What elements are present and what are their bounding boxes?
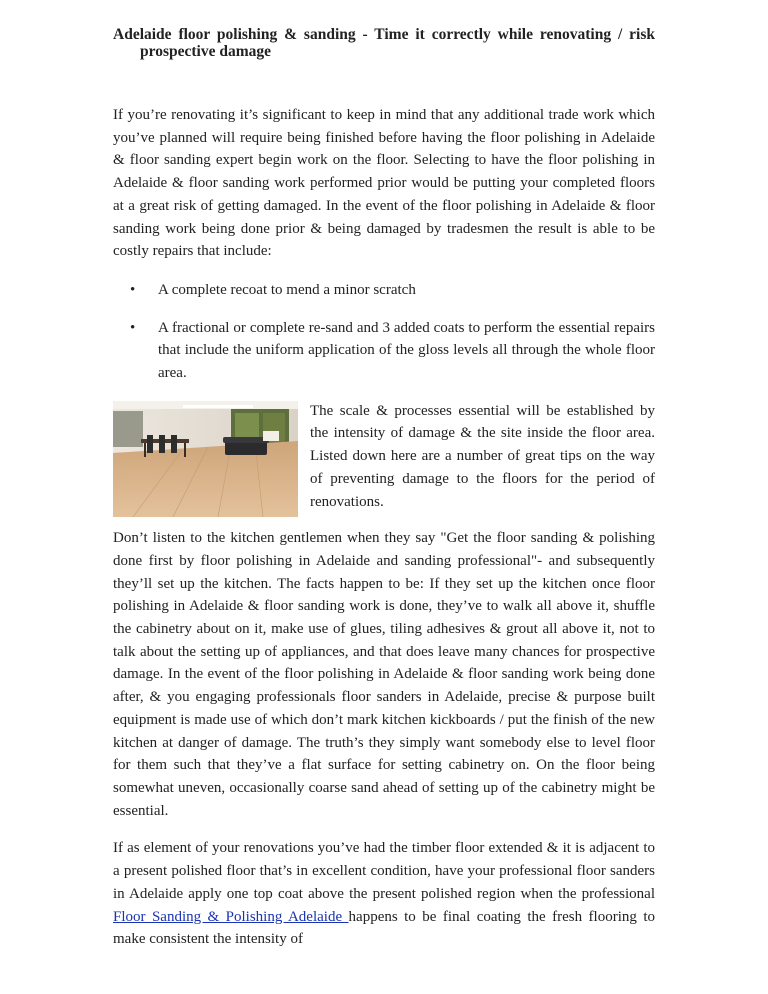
- paragraph-extension-text-start: If as element of your renovations you’ve had the timber floor extended & it is adjacent to a present polished floor that’s in excellent condition, have your professional floor sanders in Adelaide apply one top coat above the present polished region when the professional: [113, 840, 655, 902]
- paragraph-kitchen: Don’t listen to the kitchen gentlemen when they say "Get the floor sanding & polishing done first by floor polishing in Adelaide and sanding professional"- and subsequently they’ll set up the kitchen. The facts happen to be: If they set up the kitchen once floor polishing in Adelaide & floor sanding work is done, they’ve to walk all above it, shuffle the cabinetry about on it, make use of glues, tiling adhesives & grout all above it, not to talk about the setting up of appliances, and that does leave many chances for prospective damage. In the event of the floor polishing in Adelaide & floor sanding work being done after, & you engaging professionals floor sanders in Adelaide, precise & purpose built equipment is made use of which don’t mark kitchen kickboards / put the finish of the new kitchen at danger of damage. The truth’s they simply want somebody else to level floor for them such that they’ve a flat surface for setting cabinetry on. On the floor being somewhat uneven, occasionally coarse sand ahead of setting up of the cabinetry might be essential.: [113, 530, 655, 819]
- floor-sanding-polishing-link[interactable]: Floor Sanding & Polishing Adelaide: [113, 908, 349, 925]
- bullet-icon: •: [130, 319, 136, 336]
- list-item: [113, 279, 655, 302]
- paragraph-intro: If you’re renovating it’s significant to keep in mind that any additional trade work which you’ve planned will require being finished before having the floor polishing in Adelaide & floor sanding expert begin work on the floor. Selecting to have the floor polishing in Adelaide & floor sanding work performed prior would be putting your completed floors at a great risk of getting damaged. In the event of the floor polishing in Adelaide & floor sanding work being done prior & being damaged by tradesmen the result is able to be costly repairs that include:: [113, 107, 655, 260]
- list-item-text: A fractional or complete re-sand and 3 added coats to perform the essential repairs that include the uniform application of the gloss levels all through the whole floor area.: [158, 319, 655, 382]
- paragraph-scale-text: The scale & processes essential will be established by the intensity of damage & the site inside the floor area. Listed down here are a number of great tips on the way of preventing damage to the floors for the period of renovations.: [310, 402, 655, 510]
- list-item: [113, 317, 655, 385]
- bullet-icon: •: [130, 281, 136, 298]
- list-item-text: A complete recoat to mend a minor scratch: [158, 281, 416, 298]
- room-floor-photo: [113, 401, 298, 517]
- paragraph-extension: [113, 837, 655, 951]
- document-heading: Adelaide floor polishing & sanding - Time it correctly while renovating / risk prospective damage: [113, 26, 655, 60]
- document-content: [113, 26, 655, 951]
- paragraph-scale: [113, 400, 655, 514]
- damage-repairs-list: [113, 279, 655, 385]
- paragraph-extension-text-end: happens to be final coating the fresh flooring to make consistent the intensity of: [113, 908, 655, 948]
